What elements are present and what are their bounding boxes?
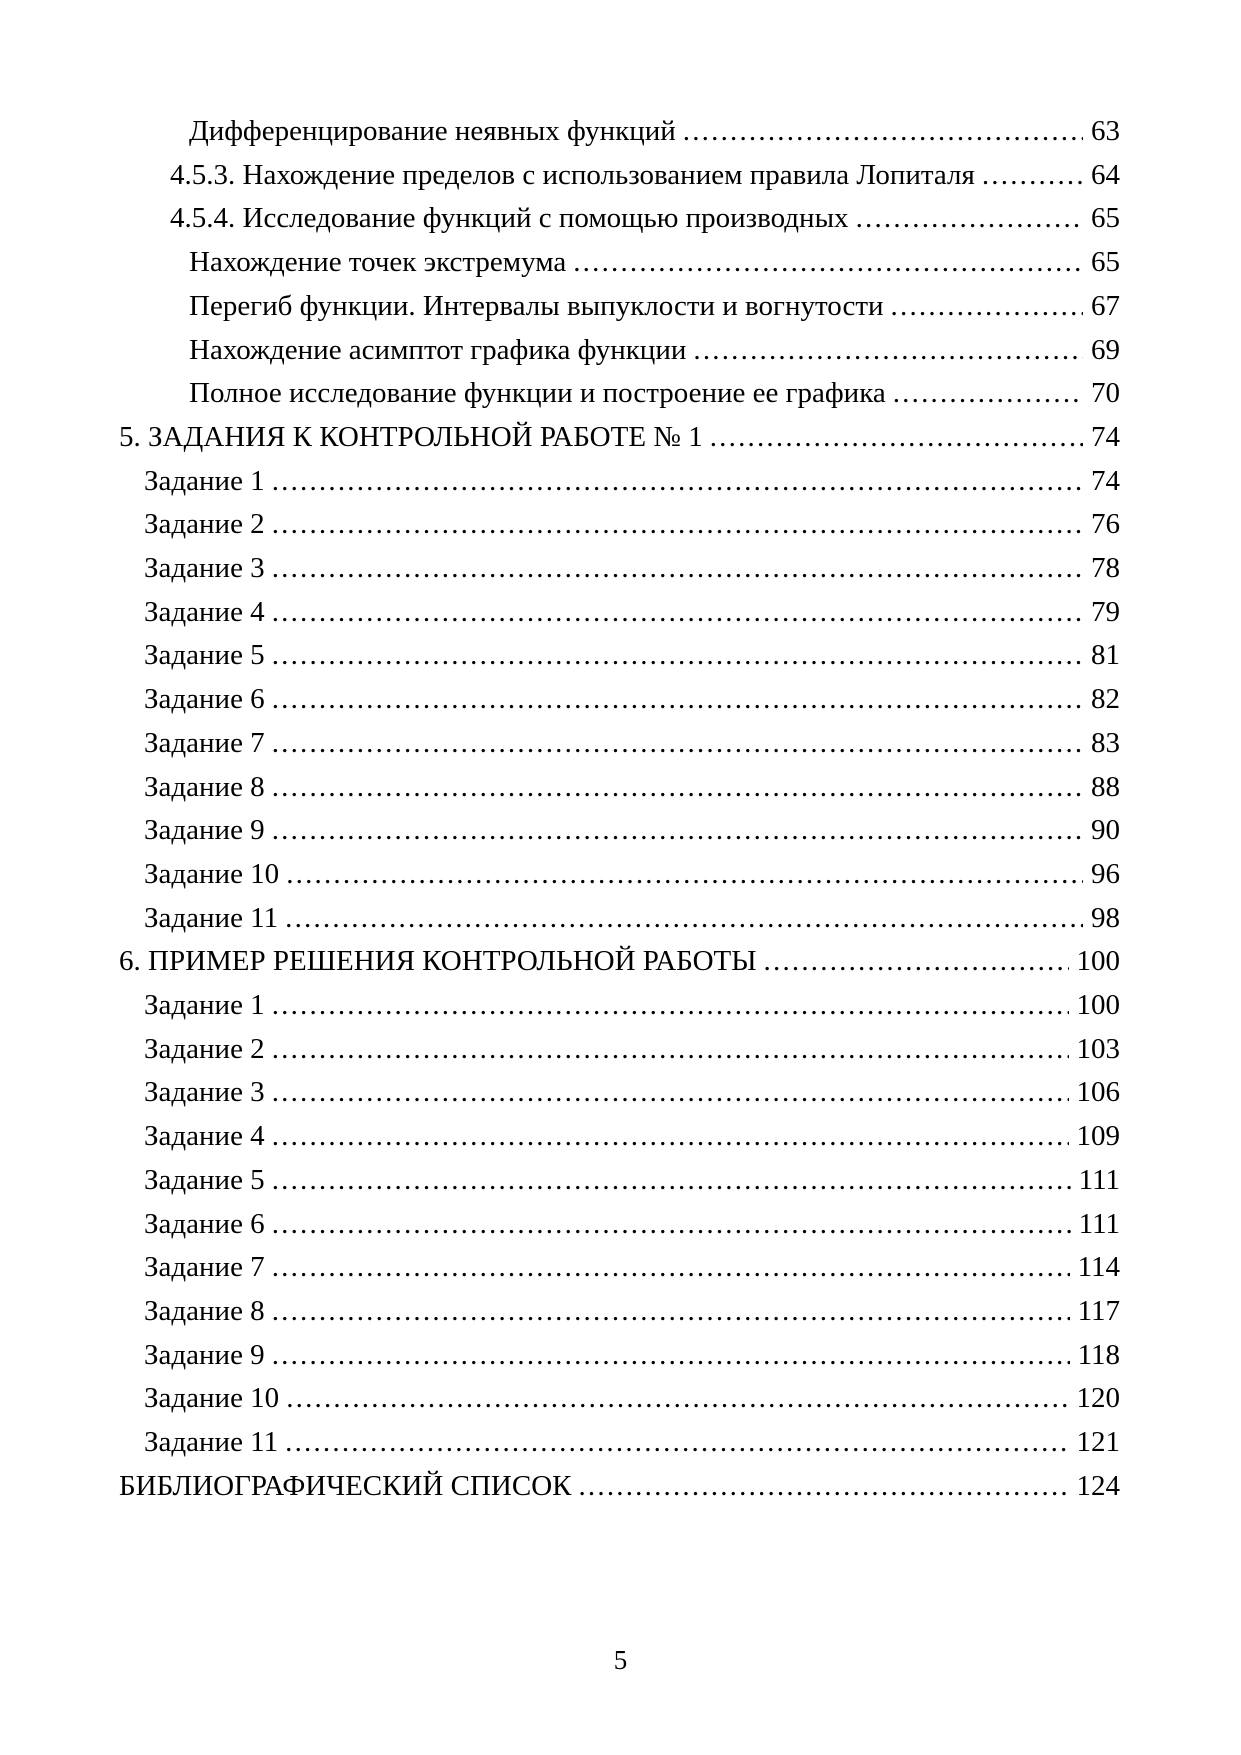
dot-leader: [272, 634, 1083, 678]
toc-entry: [119, 722, 1120, 766]
dot-leader: [272, 460, 1083, 504]
dot-leader: [272, 984, 1069, 1028]
toc-entry-page: 111: [1078, 1163, 1120, 1196]
dot-leader: [272, 591, 1083, 635]
toc-entry: [119, 1159, 1120, 1203]
toc-entry-label: Задание 6: [144, 683, 265, 716]
toc-entry: [119, 984, 1120, 1028]
toc-entry: [119, 1203, 1120, 1247]
toc-entry: [119, 940, 1120, 984]
toc-entry: [119, 1334, 1120, 1378]
dot-leader: [285, 1421, 1068, 1465]
toc-entry-label: Задание 8: [144, 770, 265, 803]
toc-entry-label: Задание 8: [144, 1294, 265, 1327]
toc-entry-label: Задание 3: [144, 552, 265, 585]
toc-entry-page: 81: [1091, 639, 1120, 672]
dot-leader: [856, 197, 1083, 241]
toc-entry-page: 117: [1077, 1294, 1120, 1327]
dot-leader: [982, 154, 1083, 198]
dot-leader: [272, 503, 1083, 547]
toc-entry-page: 64: [1091, 158, 1120, 191]
toc-entry-label: Задание 4: [144, 595, 265, 628]
dot-leader: [272, 547, 1083, 591]
dot-leader: [891, 285, 1083, 329]
toc-entry-page: 106: [1076, 1076, 1120, 1109]
toc-entry-label: Задание 4: [144, 1120, 265, 1153]
toc-entry-label: Задание 9: [144, 1338, 265, 1371]
toc-entry: [119, 634, 1120, 678]
toc-entry-label: Задание 7: [144, 1251, 265, 1284]
toc-entry-page: 120: [1076, 1382, 1120, 1415]
toc-entry-page: 63: [1091, 115, 1120, 147]
dot-leader: [286, 853, 1083, 897]
toc-entry: [119, 1071, 1120, 1115]
toc-entry-page: 109: [1076, 1120, 1120, 1153]
toc-entry: [119, 241, 1120, 285]
toc-entry-page: 90: [1091, 814, 1120, 847]
toc-entry: [119, 1465, 1120, 1509]
toc-entry-label: 5. ЗАДАНИЯ К КОНТРОЛЬНОЙ РАБОТЕ № 1: [119, 420, 703, 453]
toc-entry-page: 65: [1091, 202, 1120, 235]
toc-entry-page: 78: [1091, 552, 1120, 585]
toc-entry-page: 82: [1091, 683, 1120, 716]
toc-entry-page: 103: [1076, 1032, 1120, 1065]
toc-entry-label: 6. ПРИМЕР РЕШЕНИЯ КОНТРОЛЬНОЙ РАБОТЫ: [119, 945, 757, 978]
dot-leader: [272, 1115, 1069, 1159]
page-number: 5: [613, 1645, 628, 1675]
toc-entry-label: Задание 3: [144, 1076, 265, 1109]
toc-entry-label: 4.5.4. Исследование функций с помощью производных: [170, 202, 849, 235]
toc-entry-page: 67: [1091, 289, 1120, 322]
dot-leader: [683, 110, 1083, 154]
toc-entry-label: Задание 1: [144, 464, 265, 497]
toc-entry: [119, 1115, 1120, 1159]
toc-entry-label: Задание 11: [144, 901, 279, 934]
dot-leader: [272, 1203, 1071, 1247]
toc-entry-label: Задание 6: [144, 1207, 265, 1240]
toc-entry-page: 76: [1091, 508, 1120, 541]
toc-entry: [119, 110, 1120, 154]
toc-entry-page: 83: [1091, 726, 1120, 759]
toc-entry-label: Задание 5: [144, 1163, 265, 1196]
toc-entry: [119, 809, 1120, 853]
dot-leader: [272, 766, 1083, 810]
toc-entry-label: Задание 1: [144, 989, 265, 1022]
toc-entry-page: 88: [1091, 770, 1120, 803]
toc-entry-page: 124: [1076, 1469, 1120, 1502]
toc-entry: [119, 1246, 1120, 1290]
dot-leader: [272, 809, 1083, 853]
toc-entry: [119, 1290, 1120, 1334]
dot-leader: [693, 329, 1083, 373]
toc-entry-label: БИБЛИОГРАФИЧЕСКИЙ СПИСОК: [119, 1469, 572, 1502]
dot-leader: [272, 678, 1083, 722]
toc-entry-label: Перегиб функции. Интервалы выпуклости и вогнутости: [189, 289, 884, 322]
toc-entry-label: Полное исследование функции и построение ее графика: [189, 377, 886, 410]
toc-entry-page: 100: [1076, 989, 1120, 1022]
toc-entry: [119, 460, 1120, 504]
toc-entry-page: 69: [1091, 333, 1120, 366]
table-of-contents: [119, 110, 1120, 1509]
toc-entry-label: Задание 2: [144, 1032, 265, 1065]
toc-entry: [119, 329, 1120, 373]
toc-entry: [119, 853, 1120, 897]
toc-entry: [119, 678, 1120, 722]
toc-entry-page: 114: [1077, 1251, 1120, 1284]
dot-leader: [272, 1334, 1070, 1378]
toc-entry: [119, 897, 1120, 941]
toc-entry: [119, 372, 1120, 416]
toc-entry-label: Задание 5: [144, 639, 265, 672]
dot-leader: [764, 940, 1069, 984]
toc-entry: [119, 503, 1120, 547]
toc-entry-label: Задание 10: [144, 857, 280, 890]
dot-leader: [285, 897, 1083, 941]
dot-leader: [578, 1465, 1068, 1509]
dot-leader: [573, 241, 1083, 285]
toc-entry-page: 79: [1091, 595, 1120, 628]
dot-leader: [272, 1028, 1069, 1072]
toc-entry-label: Задание 7: [144, 726, 265, 759]
toc-entry: [119, 1421, 1120, 1465]
dot-leader: [893, 372, 1083, 416]
toc-entry: [119, 1377, 1120, 1421]
toc-entry: [119, 766, 1120, 810]
dot-leader: [272, 1071, 1069, 1115]
dot-leader: [272, 1246, 1070, 1290]
toc-entry-label: Нахождение точек экстремума: [189, 246, 567, 279]
toc-entry: [119, 285, 1120, 329]
toc-entry-label: Нахождение асимптот графика функции: [189, 333, 687, 366]
toc-entry-page: 74: [1091, 420, 1120, 453]
dot-leader: [710, 416, 1083, 460]
toc-entry-label: Задание 9: [144, 814, 265, 847]
toc-entry-label: 4.5.3. Нахождение пределов с использованием правила Лопиталя: [170, 158, 975, 191]
toc-entry: [119, 154, 1120, 198]
toc-entry-page: 98: [1091, 901, 1120, 934]
toc-entry-label: Задание 10: [144, 1382, 280, 1415]
toc-entry-label: Задание 11: [144, 1426, 279, 1459]
toc-entry-page: 74: [1091, 464, 1120, 497]
toc-entry-label: Задание 2: [144, 508, 265, 541]
toc-entry: [119, 591, 1120, 635]
toc-entry: [119, 547, 1120, 591]
toc-entry-page: 100: [1076, 945, 1120, 978]
dot-leader: [286, 1377, 1068, 1421]
dot-leader: [272, 1159, 1071, 1203]
toc-entry-label: Дифференцирование неявных функций: [189, 115, 676, 147]
dot-leader: [272, 1290, 1070, 1334]
toc-entry-page: 111: [1078, 1207, 1120, 1240]
toc-entry-page: 96: [1091, 857, 1120, 890]
toc-entry: [119, 1028, 1120, 1072]
toc-entry-page: 118: [1077, 1338, 1120, 1371]
toc-entry-page: 121: [1076, 1426, 1120, 1459]
toc-entry: [119, 416, 1120, 460]
toc-entry-page: 70: [1091, 377, 1120, 410]
toc-entry-page: 65: [1091, 246, 1120, 279]
dot-leader: [272, 722, 1083, 766]
toc-entry: [119, 197, 1120, 241]
